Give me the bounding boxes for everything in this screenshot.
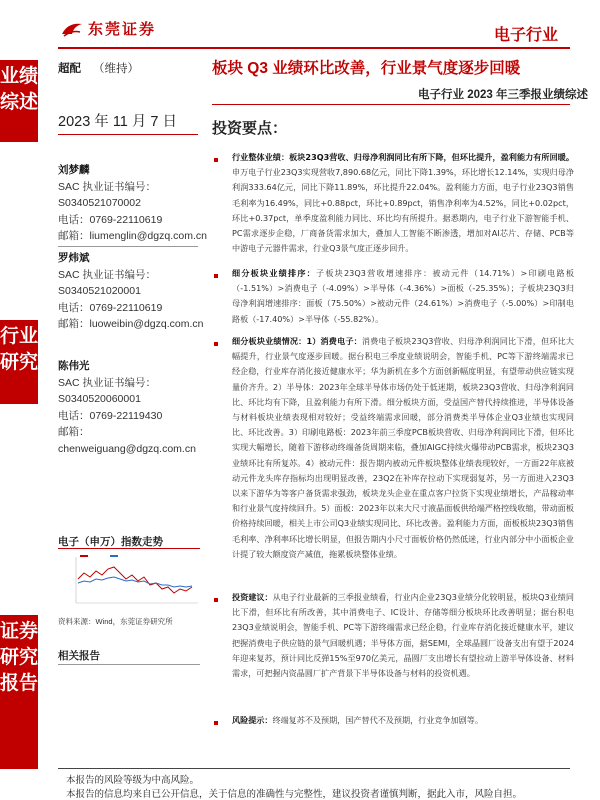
chart-source: 资料来源：Wind，东莞证券研究所: [58, 617, 173, 626]
industry-label: 电子行业: [493, 27, 558, 44]
analyst-card: [58, 162, 207, 245]
point-ranking: [232, 266, 574, 327]
legend-swatch: [80, 555, 88, 557]
date-divider: [58, 134, 198, 135]
analyst-name: 刘梦麟: [58, 164, 90, 176]
analyst-cert-label: SAC 执业证书编号：: [58, 268, 157, 281]
footer-disclaimer: 本报告的信息均来自已公开信息，关于信息的准确性与完整性，建议投资者谨慎判断，据此入市，风险自担。: [66, 789, 523, 800]
header-divider: [58, 47, 570, 49]
legend-swatch: [110, 555, 118, 557]
point-head: 细分板块业绩情况：1）消费电子：: [232, 336, 362, 346]
point-overall: [232, 150, 574, 256]
report-subtitle: 电子行业 2023 年三季报业绩综述: [418, 89, 588, 101]
analyst-divider: [58, 246, 198, 247]
analyst-card: [58, 250, 203, 333]
analyst-phone: 电话：0769-22110619: [58, 213, 163, 226]
analyst-card: [58, 358, 196, 457]
sidebar-band-performance: [0, 60, 38, 142]
analyst-cert: S0340520060001: [58, 393, 141, 405]
rating: [58, 60, 139, 76]
analyst-cert: S0340521070002: [58, 197, 141, 209]
point-risk: [232, 713, 574, 728]
rating-status: （维持）: [93, 63, 139, 75]
point-body: 从电子行业最新的三季报业绩看，行业内企业23Q3业绩分化较明显，板块Q3业绩同比下滑，但环比有所改善，其中消费电子、IC设计、存储等细分板块环比改善明显；据台积电23Q3业绩说明会，智能手机、PC等下游终端需求已经企稳，行业库存消化接近健康水平，建议把握消费电子供应链的景气回暖机遇；半导体方面，据SEMI，全球晶圆厂设备支出有望于2024年迎来复苏，预计同比反弹15%至970亿美元，晶圆厂支出增长有望拉动上游半导体设备、材料需求，可把握内资晶圆厂扩产背景下半导体设备与材料的投资机遇。: [232, 592, 574, 679]
bullet-marker: [214, 342, 218, 346]
analyst-email[interactable]: chenweiguang@dgzq.com.cn: [58, 442, 196, 455]
point-body: 消费电子板块23Q3营收、归母净利润同比下滑，但环比大幅提升，行业景气度逐步回暖。据台积电三季度业绩说明会，智能手机、PC等下游终端需求已经企稳，行业库存消化接近健康水平；华为新机在多个方面创新幅度明显，有望带动供应链实现量价齐升。2）半导体：2023年全球半导体市场仍处于低迷期，板块23Q3营收、归母净利润同比、环比均有下降，且盈利能力有所下滑。细分板块方面，受益国产替代持续推进，半导体设备与材料板块业绩表现相对较好；受益终端需求回暖，部分消费类半导体企业Q3业绩也实现同比、环比改善。3）印刷电路板：2023年前三季度PCB板块营收、归母净利润同比下滑，但环比实现大幅增长，随着下游移动终端备货周期来临，叠加AIGC持续火爆带动PCB需求，板块23Q3业绩环比有所复苏。4）被动元件：报告期内被动元件板块整体业绩表现较好，一方面22年底被动元件龙头库存指标均出现明显改善，23Q2在补库存拉动下实现弱复苏，另一方面进入23Q3以来下游华为等客户备货需求强劲，板块龙头企业在重点客户拉货下实现业绩增长，产品稼动率和行业景气度持续回升。5）面板：2023年以来大尺寸液晶面板供给端严格控线收缩，带动面板价格持续回暖，相关上市公司Q3业绩实现同比、环比改善。盈利能力方面，面板板块23Q3销售毛利率、净利率环比增长明显，但报告期内小尺寸面板价格仍然低迷，行业内部分中小面板企业计提了较大额度资产减值，拖累板块整体业绩。: [232, 336, 574, 559]
rating-label: 超配: [58, 63, 81, 75]
point-head: 细分板块业绩排序：: [232, 268, 317, 278]
bullet-marker: [214, 721, 218, 725]
footer-divider: [58, 768, 570, 769]
point-head: 投资建议：: [232, 592, 273, 602]
analyst-phone: 电话：0769-22110619: [58, 301, 163, 314]
related-divider: [58, 664, 200, 665]
sidebar-band-report: [0, 615, 38, 769]
related-reports-heading: 相关报告: [58, 650, 100, 662]
analyst-cert: S0340521020001: [58, 285, 141, 297]
brand-name: 东莞证券: [88, 22, 157, 38]
sidebar-label: 业绩综述: [0, 66, 39, 113]
analyst-cert-label: SAC 执业证书编号：: [58, 180, 157, 193]
index-chart-plot: [58, 549, 200, 609]
report-date: 2023 年 11 月 7 日: [58, 114, 178, 130]
point-segments: [232, 334, 574, 562]
section-heading: 投资要点：: [212, 120, 288, 137]
brand-logo-icon: [60, 20, 84, 38]
analyst-email[interactable]: 邮箱：liumenglin@dgzq.com.cn: [58, 230, 207, 242]
analyst-name: 罗炜斌: [58, 252, 90, 264]
sidebar-label: 行业研究: [0, 326, 39, 373]
chart-title: 电子（申万）指数走势: [58, 536, 163, 548]
point-body: 终端复苏不及预期，国产替代不及预期，行业竞争加剧等。: [272, 715, 483, 725]
point-head: 行业整体业绩：板块23Q3营收、归母净利润同比有所下降，但环比提升，盈利能力有所回暖。: [232, 152, 574, 162]
analyst-name: 陈伟光: [58, 360, 90, 372]
analyst-cert-label: SAC 执业证书编号：: [58, 376, 157, 389]
index-chart: [58, 548, 200, 609]
footer-risk-level: 本报告的风险等级为中高风险。: [66, 775, 200, 786]
point-body: 申万电子行业23Q3实现营收7,890.68亿元，同比下降1.39%，环比增长12.14%，实现归母净利润333.64亿元，同比下降11.89%，环比提升22.04%。盈利能力方面，电子行业23Q3销售毛利率为16.49%，同比+0.88pct，环比+0.89pct，销售净利率为4.52%，同比+0.02pct，环比+0.37pct，单季度盈利能力同比、环比均有所提升。据悉期内，电子行业下游智能手机、PC需求逐步企稳，厂商备货需求加大，叠加人工智能不断渗透，增加对AI芯片、存储、PCB等中游电子元器件需求，行业Q3景气度正逐步回升。: [232, 167, 574, 254]
analyst-phone: 电话：0769-22119430: [58, 409, 163, 422]
bullet-marker: [214, 274, 218, 278]
point-head: 风险提示：: [232, 715, 273, 725]
analyst-email[interactable]: 邮箱：luoweibin@dgzq.com.cn: [58, 318, 204, 330]
bullet-marker: [214, 158, 218, 162]
report-title: 板块 Q3 业绩环比改善，行业景气度逐步回暖: [212, 60, 521, 77]
sidebar-label: 证券研究报告: [0, 621, 39, 694]
point-advice: [232, 590, 574, 681]
sidebar-band-research: [0, 320, 38, 404]
bullet-marker: [214, 598, 218, 602]
analyst-email-label: 邮箱：: [58, 426, 90, 438]
point-body: 子板块23Q3营收增速排序：被动元件（14.71%）>印刷电路板（-1.51%）>消费电子（-4.09%）>半导体（-4.36%）>面板（-25.35%）；子板块23Q3归母净利润增速排序：面板（75.50%）>被动元件（24.61%）>消费电子（-5.00%）>印制电路板（-17.40%）>半导体（-55.82%）。: [232, 268, 574, 324]
